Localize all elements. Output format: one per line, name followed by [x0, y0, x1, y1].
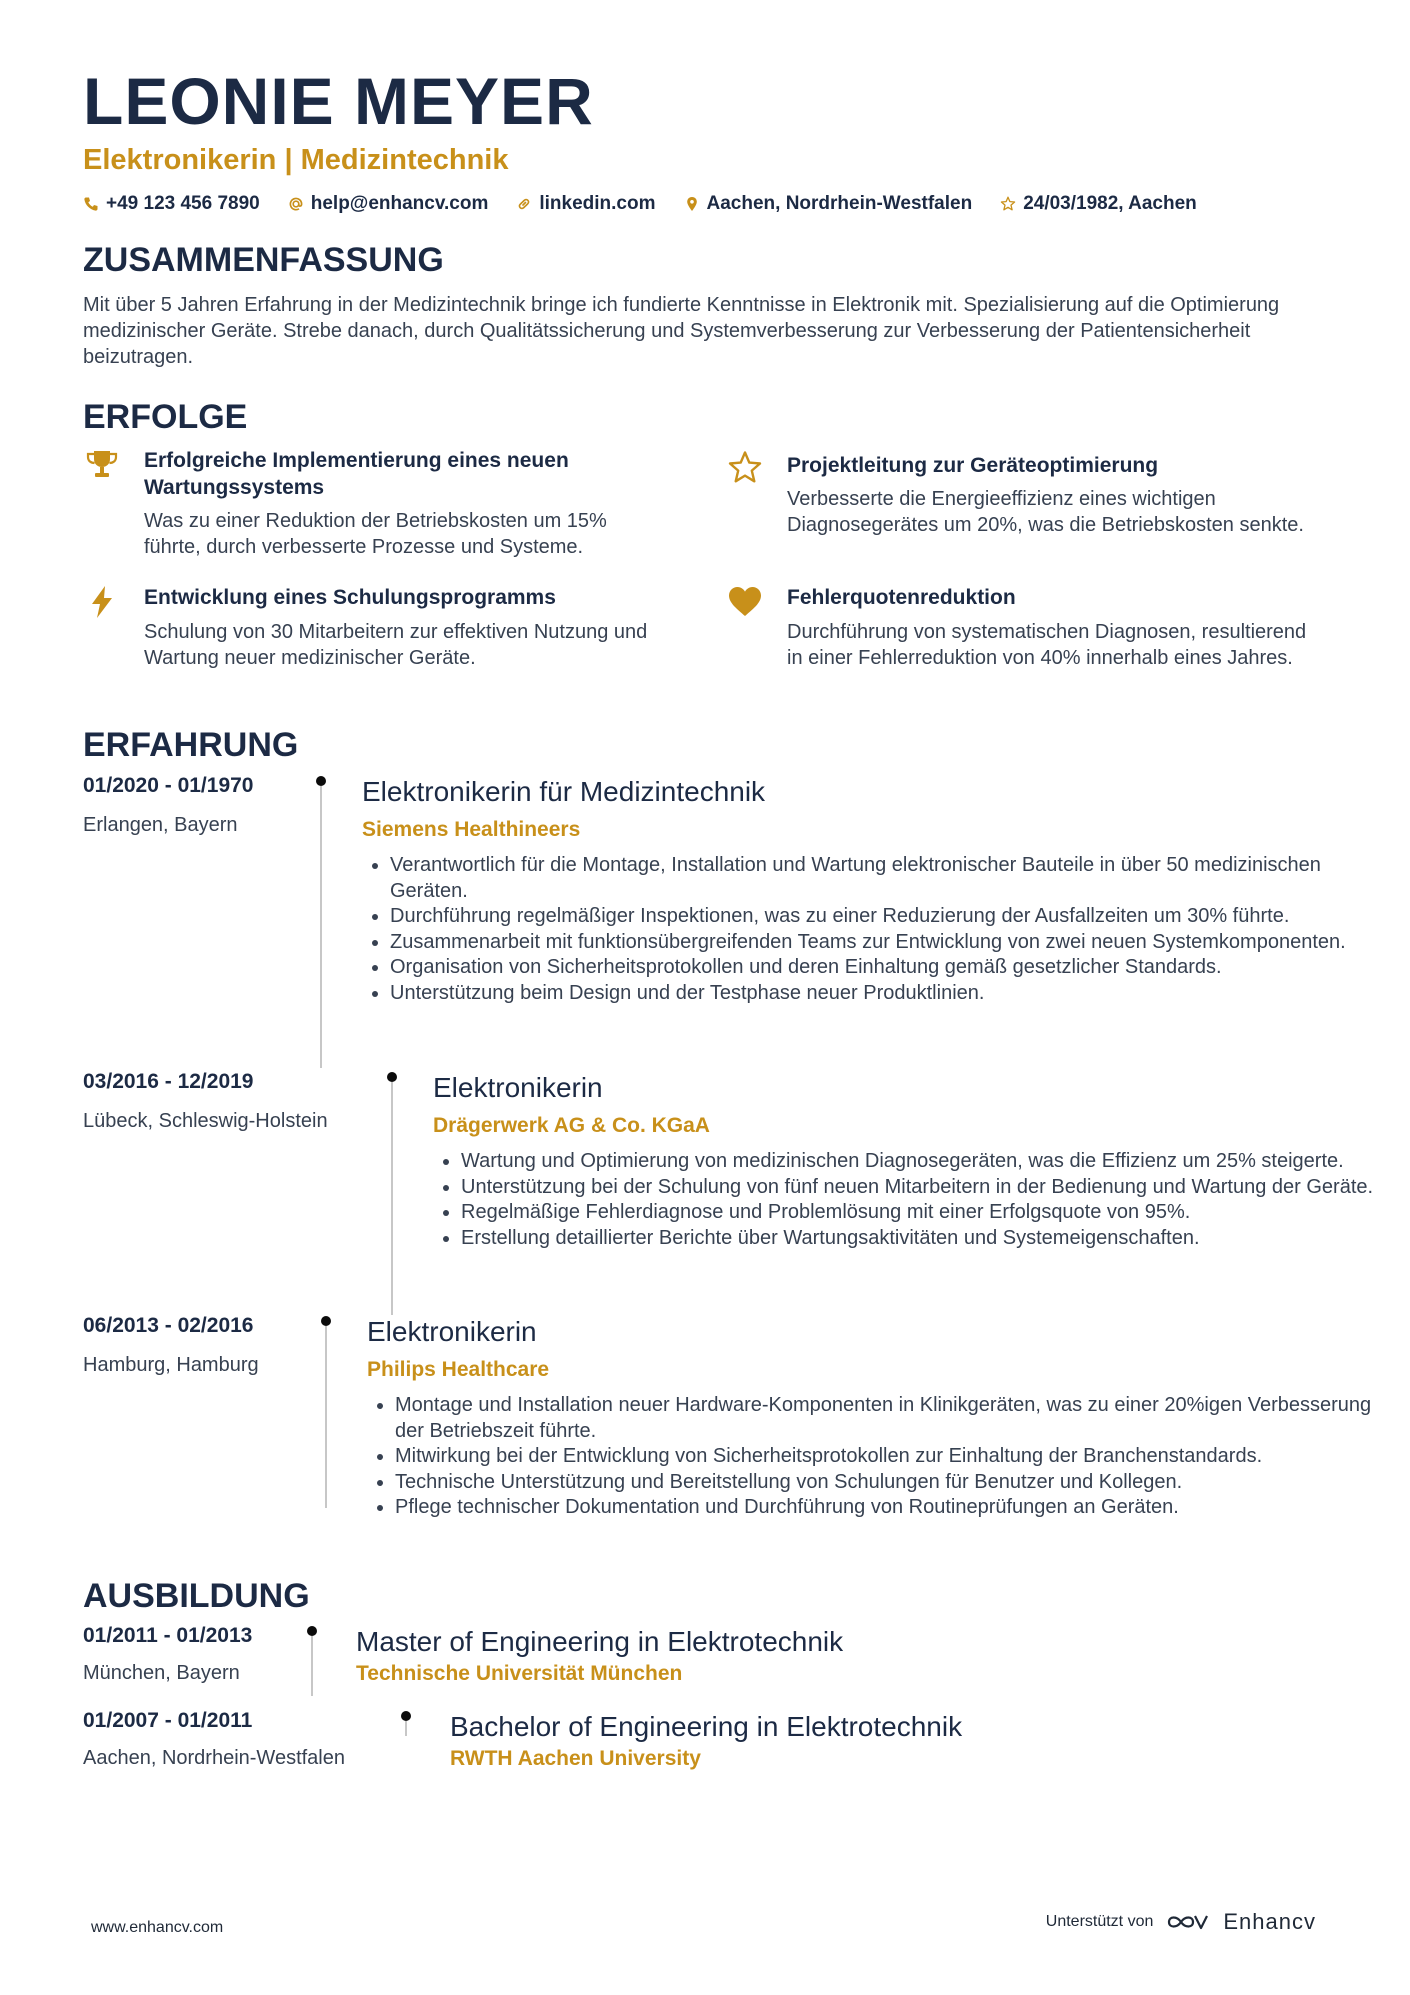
footer-website[interactable]: www.enhancv.com: [91, 1919, 224, 1936]
experience-bullet: • Technische Unterstützung und Bereitstellung von Schulungen für Benutzer und Kollegen.: [395, 1470, 1395, 1496]
timeline-line: [405, 1721, 407, 1736]
education-degree: Master of Engineering in Elektrotechnik: [356, 1626, 844, 1657]
candidate-title: Elektronikerin | Medizintechnik: [83, 144, 509, 176]
timeline-line: [311, 1636, 313, 1696]
star-icon: [1000, 196, 1016, 212]
contact-birth: [1000, 193, 1197, 215]
contact-phone[interactable]: [83, 193, 260, 215]
experience-bullet: • Wartung und Optimierung von medizinischen Diagnosegeräten, was die Effizienz um 25% steigerte.: [461, 1149, 1391, 1175]
enhancv-logo-icon: [1165, 1910, 1211, 1934]
timeline-dot: [387, 1072, 397, 1082]
experience-bullets: [433, 1149, 1391, 1251]
education-school: Technische Universität München: [356, 1662, 683, 1685]
experience-role: Elektronikerin für Medizintechnik: [362, 776, 766, 807]
contact-location-text: Aachen, Nordrhein-Westfalen: [706, 193, 973, 214]
achievement-text: Schulung von 30 Mitarbeitern zur effektiven Nutzung und Wartung neuer medizinischer Geräte.: [144, 621, 648, 669]
experience-role: Elektronikerin: [433, 1072, 603, 1103]
achievement-title: Projektleitung zur Geräteoptimierung: [787, 454, 1159, 477]
achievements-heading: ERFOLGE: [83, 398, 248, 436]
contact-location: [684, 193, 973, 215]
experience-bullet: • Unterstützung bei der Schulung von fünf neuen Mitarbeitern in der Bedienung und Wartung der Geräte.: [461, 1175, 1391, 1201]
experience-date: 06/2013 - 02/2016: [83, 1314, 254, 1337]
experience-company: Drägerwerk AG & Co. KGaA: [433, 1114, 710, 1137]
timeline-line: [325, 1326, 327, 1508]
experience-bullet: • Erstellung detaillierter Berichte über Wartungsaktivitäten und Systemeigenschaften.: [461, 1226, 1391, 1252]
contact-linkedin-text: linkedin.com: [539, 193, 656, 214]
achievement-text: Verbesserte die Energieeffizienz eines wichtigen Diagnosegerätes um 20%, was die Betriebskosten senkte.: [787, 488, 1304, 536]
experience-bullet: • Zusammenarbeit mit funktionsübergreifenden Teams zur Entwicklung von zwei neuen Systemkomponenten.: [390, 930, 1390, 956]
experience-company: Siemens Healthineers: [362, 818, 581, 841]
location-icon: [684, 196, 700, 212]
contact-email[interactable]: [288, 193, 489, 215]
experience-bullet: • Unterstützung beim Design und der Testphase neuer Produktlinien.: [390, 981, 1390, 1007]
achievement-text: Durchführung von systematischen Diagnosen, resultierend in einer Fehlerreduktion von 40% innerhalb eines Jahres.: [787, 621, 1307, 669]
experience-bullets: [362, 853, 1390, 1007]
experience-location: Hamburg, Hamburg: [83, 1354, 259, 1376]
footer-brand: Enhancv: [1223, 1909, 1316, 1934]
experience-location: Erlangen, Bayern: [83, 814, 238, 836]
education-degree: Bachelor of Engineering in Elektrotechnik: [450, 1711, 963, 1742]
experience-company: Philips Healthcare: [367, 1358, 550, 1381]
timeline-line: [391, 1082, 393, 1315]
experience-bullet: • Pflege technischer Dokumentation und Durchführung von Routineprüfungen an Geräten.: [395, 1495, 1395, 1521]
experience-role: Elektronikerin: [367, 1316, 537, 1347]
achievement-title: Erfolgreiche Implementierung eines neuen Wartungssystems: [144, 449, 569, 499]
experience-bullet: • Montage und Installation neuer Hardware-Komponenten in Klinikgeräten, was zu einer 20%igen Verbesserung der Betriebszeit führte.: [395, 1393, 1395, 1444]
contact-linkedin[interactable]: [516, 193, 655, 215]
timeline-dot: [316, 776, 326, 786]
phone-icon: [83, 196, 99, 212]
trophy-icon: [84, 447, 120, 483]
education-location: München, Bayern: [83, 1662, 240, 1684]
experience-bullet: • Organisation von Sicherheitsprotokollen und deren Einhaltung gemäß gesetzlicher Standards.: [390, 955, 1390, 981]
experience-bullets: [367, 1393, 1395, 1521]
link-icon: [516, 196, 532, 212]
heart-icon: [727, 584, 763, 620]
experience-location: Lübeck, Schleswig-Holstein: [83, 1110, 328, 1132]
footer-branding: [1046, 1909, 1316, 1935]
experience-bullet: • Mitwirkung bei der Entwicklung von Sicherheitsprotokollen zur Einhaltung der Branchenstandards.: [395, 1444, 1395, 1470]
achievement-title: Fehlerquotenreduktion: [787, 586, 1016, 609]
education-school: RWTH Aachen University: [450, 1747, 701, 1770]
contact-email-text: help@enhancv.com: [310, 193, 489, 214]
contact-bar: [83, 193, 1197, 215]
experience-bullet: • Verantwortlich für die Montage, Installation und Wartung elektronischer Bauteile in über 50 medizinischen Geräten.: [390, 853, 1390, 904]
achievement-title: Entwicklung eines Schulungsprogramms: [144, 586, 556, 609]
experience-bullet: • Regelmäßige Fehlerdiagnose und Problemlösung mit einer Erfolgsquote von 95%.: [461, 1200, 1391, 1226]
education-date: 01/2007 - 01/2011: [83, 1709, 253, 1732]
experience-date: 01/2020 - 01/1970: [83, 774, 254, 797]
summary-text: Mit über 5 Jahren Erfahrung in der Medizintechnik bringe ich fundierte Kenntnisse in Elektronik mit. Spezialisierung auf die Optimierung medizinischer Geräte. Strebe danach, durch Qualitätssicherung und Systemverbesserung zur Verbesserung der Patientensicherheit beizutragen.: [83, 294, 1280, 368]
education-heading: AUSBILDUNG: [83, 1577, 310, 1615]
at-icon: [288, 196, 304, 212]
bolt-icon: [84, 584, 120, 620]
contact-birth-text: 24/03/1982, Aachen: [1023, 193, 1197, 214]
timeline-dot: [307, 1626, 317, 1636]
star-outline-icon: [727, 450, 763, 486]
contact-phone-text: +49 123 456 7890: [106, 193, 260, 214]
experience-heading: ERFAHRUNG: [83, 726, 299, 764]
experience-bullet: • Durchführung regelmäßiger Inspektionen, was zu einer Reduzierung der Ausfallzeiten um 30% führte.: [390, 904, 1390, 930]
education-date: 01/2011 - 01/2013: [83, 1624, 253, 1647]
timeline-dot: [321, 1316, 331, 1326]
summary-heading: ZUSAMMENFASSUNG: [83, 241, 444, 279]
achievement-text: Was zu einer Reduktion der Betriebskosten um 15% führte, durch verbesserte Prozesse und Systeme.: [144, 510, 607, 558]
timeline-dot: [401, 1711, 411, 1721]
footer-powered-by: Unterstützt von: [1045, 1913, 1154, 1930]
experience-date: 03/2016 - 12/2019: [83, 1070, 254, 1093]
education-location: Aachen, Nordrhein-Westfalen: [83, 1747, 345, 1769]
candidate-name: LEONIE MEYER: [83, 64, 594, 138]
timeline-line: [320, 786, 322, 1068]
